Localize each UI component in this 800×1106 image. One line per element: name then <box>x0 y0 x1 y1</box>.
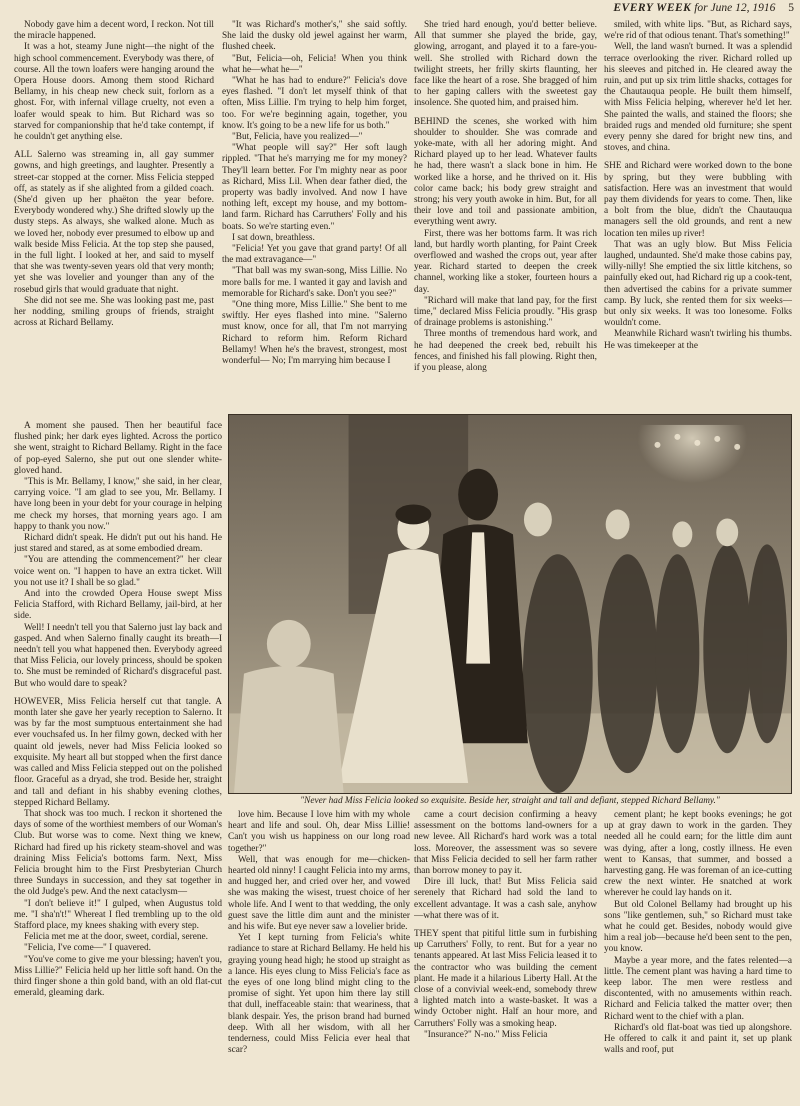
paragraph: A moment she paused. Then her beautiful face flushed pink; her dark eyes lighted. Across the portico she went, straight to Richard Bellamy. Right in the face of pop-eyed Salerno, she put out one slender white-gloved hand. <box>14 421 222 476</box>
paragraph: "Insurance?" N-no." Miss Felicia <box>424 1029 548 1040</box>
paragraph: "I don't believe it!" I gulped, when Augustus told me. "I sha'n't!" Whereat I fled trembling up to the old Stafford place, my knees shaking with every step. <box>14 898 222 931</box>
paragraph: "You are attending the commencement?" her clear voice went on. "I happen to have an extra ticket. Will you not use it? I shall be so glad." <box>14 555 222 588</box>
paragraph: "One thing more, Miss Lillie." She bent to me swiftly. Her eyes flashed into mine. "Salerno must know, once for all, that I'm not marrying Richard to reform him. Reform Richard Bellamy! When he's the bravest, strongest, most wonderful— No; I'm marrying him because I <box>222 300 407 367</box>
paragraph: love him. Because I love him with my whole heart and life and soul. Oh, dear Miss Lillie! Can't you wish us happiness on our long road together?" <box>228 810 410 854</box>
ballroom-illustration-icon <box>228 414 792 794</box>
paragraph: Yet I kept turning from Felicia's white radiance to stare at Richard Bellamy. He held his graying young head high; he stood up straight as a lance. His eyes clung to Miss Felicia's face as the eyes of one long blind might cling to the promise of sight. Yet upon him there lay still that dull, ineffaceable stain: that weariness, that blank despair. Yes, the prison brand had burned deep. With all her wisdom, with all her tenderness, could Miss Felicia ever heal that scar? <box>228 933 410 1056</box>
column-4-top <box>604 20 792 420</box>
column-1-bottom <box>14 421 222 1101</box>
paragraph: Well, the land wasn't burned. It was a splendid terrace overlooking the river. Richard rolled up his sleeves and pitched in. He cleared away the ruin, and put up six trim little shacks, cottages for the Chautauqua people. He built them himself, with Miss Felicia helping, wherever he'd let her. She painted the walls, and stained the floors; she braided rugs and mended old furniture; she spent every penny she dared for bright new tins, and stoves, and china. <box>604 42 792 154</box>
paragraph: Maybe a year more, and the fates relented—a little. The cement plant was having a hard time to keep labor. The men were restless and discontented, with no amusements within reach. Richard and Felicia talked the matter over; then Richard went to the chief with a plan. <box>604 955 792 1022</box>
issue-date: for June 12, 1916 <box>694 2 776 14</box>
paragraph: First, there was her bottoms farm. It was rich land, but hardly worth planting, for Paint Creek overflowed and washed the crops out, year after year. Richard started to deepen the creek channel, working like a stoker, fourteen hours a day. <box>414 228 597 295</box>
paragraph: But old Colonel Bellamy had brought up his sons "like gentlemen, suh," so Richard must take what he could get. Besides, nobody would give him a real job—because he'd been sent to the pen, you know. <box>604 899 792 955</box>
column-2-top <box>222 20 407 420</box>
column-1-top <box>14 20 214 420</box>
column-2-bottom <box>228 810 410 1101</box>
paragraph: Dire ill luck, that! But Miss Felicia said serenely that Richard had sold the land to excellent advantage. It was a cash sale, anyhow—what there was of it. <box>414 877 597 921</box>
paragraph: And into the crowded Opera House swept Miss Felicia Stafford, with Richard Bellamy, jail-bird, at her side. <box>14 589 222 622</box>
paragraph: She tried hard enough, you'd better believe. All that summer she played the bride, gay, glowing, arrogant, and played it to a fare-you-well. She strolled with Richard down the twilight streets, her frilly skirts flaunting, her face like the heart of a rose. She bragged of him to her gaping callers with the sweetest gay insolence. She quoted him, and praised him. <box>414 20 597 109</box>
column-3-top <box>414 20 597 420</box>
paragraph: BEHIND the scenes, she worked with him shoulder to shoulder. She was comrade and yoke-mate, with all her adoring might. And Richard played up to her lead. Whatever faults he had, there wasn't a slack bone in him. He worked like a horse, and he thrived on it. His color came back; his body grew straight and strong; his very youth awoke in him. But, for all their love and toil and passionate ambition, everything went awry. <box>414 116 597 228</box>
paragraph: That was an ugly blow. But Miss Felicia laughed, undaunted. She'd make those cabins pay, willy-nilly! She emptied the six little kitchens, so painfully eked out, had Richard rig up a cook-tent, then advertised the cabins for a private summer camp. By luck, she rented them for six weeks—but only six weeks. It was too lonesome. Folks wouldn't come. <box>604 239 792 329</box>
paragraph: "What he has had to endure?" Felicia's dove eyes flashed. "I don't let myself think of that often, Miss Lillie. I'm trying to help him forget, too. For we're beginning again, together, you know. It's going to be a new life for us both." <box>222 76 407 131</box>
paragraph: Richard's old flat-boat was tied up alongshore. He offered to calk it and paint it, set up plank walls and roof, put <box>604 1022 792 1056</box>
paragraph: Well, that was enough for me—chicken-hearted old ninny! I caught Felicia into my arms, and hugged her, and cried over her, and vowed she was making the wisest, truest choice of her whole life. And I went to that wedding, the only guest save the little dim aunt and the minister and his wife. But eye never saw a lovelier bride. <box>228 854 410 933</box>
paragraph: "This is Mr. Bellamy, I know," she said, in her clear, carrying voice. "I am glad to see you, Mr. Bellamy. I have long been in your debt for your courage in helping me check my horses, that morning years ago. I am happy to thank you now." <box>14 477 222 532</box>
paragraph: "Felicia, I've come—" I quavered. <box>24 943 151 954</box>
paragraph: HOWEVER, Miss Felicia herself cut that tangle. A month later she gave her yearly reception to Salerno. It was by far the most sumptuous entertainment she had ever vouchsafed us. In her filmy gown, decked with her quaint old jewels, never had Miss Felicia looked so exquisite. My heart all but stopped when the first dance was called and Miss Felicia stepped out on the polished floor. Graceful as a dryad, she trod. Beside her, straight and tall and defiant in his shabby evening clothes, stepped Richard Bellamy. <box>14 696 222 808</box>
magazine-name: EVERY WEEK <box>613 2 692 14</box>
paragraph: "Felicia! Yet you gave that grand party! Of all the mad extravagance—" <box>222 244 407 266</box>
paragraph: That shock was too much. I reckon it shortened the days of some of the worthiest members of our Woman's Club. But worse was to come. Next thing we knew, Richard had fired up his rickety steam-shovel and was draining Miss Felicia's bottoms farm. Next, Miss Felicia brought him to the First Presbyterian Church three Sundays in succession, and they sat together in the old Judge's pew. And the next cataclysm— <box>14 808 222 898</box>
paragraph: Three months of tremendous hard work, and he had deepened the creek bed, rebuilt his fences, and finished his fall plowing. Right then, if you please, along <box>414 329 597 374</box>
paragraph: Meanwhile Richard wasn't twirling his thumbs. He was timekeeper at the <box>604 329 792 351</box>
paragraph: cement plant; he kept books evenings; he got up at gray dawn to work in the garden. They needed all he could earn; for the little dim aunt was dying, after a long, costly illness. He even went to Kansas, that summer, and bossed a harvesting gang. He was foreman of an ice-cutting crew the next winter. He snatched at work wherever he could lay hands on it. <box>604 810 792 899</box>
paragraph: I sat down, breathless. <box>232 232 315 243</box>
paragraph: SHE and Richard were worked down to the bone by spring, but they were bubbling with satisfaction. Here was an investment that would pay them dividends for years to come. Then, like a bolt from the blue, didn't the Chautauqua managers sell the old grounds, and rent a new location ten miles up river! <box>604 161 792 239</box>
paragraph: Nobody gave him a decent word, I reckon. Not till the miracle happened. <box>14 20 214 42</box>
paragraph: "It was Richard's mother's," she said softly. She laid the dusky old jewel against her warm, flushed cheek. <box>222 20 407 53</box>
column-3-bottom <box>414 810 597 1101</box>
paragraph: "What people will say?" Her soft laugh rippled. "That he's marrying me for my money? They'll learn better. For I'm mighty near as poor as Richard, Miss Lil. When dear father died, the property was badly involved. And now I have nothing left, except my house, and my bottom-land farm. Richard has Carruthers' Folly and his boats. So we're starting even." <box>222 143 407 232</box>
paragraph: "That ball was my swan-song, Miss Lillie. No more balls for me. I wanted it gay and lavish and memorable for Richard's sake. Don't you see?" <box>222 266 407 299</box>
paragraph: Richard didn't speak. He didn't put out his hand. He just stared and stared, as at some embodied dream. <box>14 533 222 555</box>
paragraph: "Richard will make that land pay, for the first time," declared Miss Felicia proudly. "His grasp of drainage problems is astonishing." <box>414 295 597 329</box>
page-header <box>560 2 794 18</box>
column-4-bottom <box>604 810 792 1101</box>
paragraph: Felicia met me at the door, sweet, cordial, serene. <box>24 932 208 943</box>
paragraph: She did not see me. She was looking past me, past her nodding, smiling groups of friends, straight across at Richard Bellamy. <box>14 295 214 329</box>
paragraph: Well! I needn't tell you that Salerno just lay back and gasped. And when Salerno finally caught its breath—I needn't tell you what happened then. Everybody agreed that Miss Felicia, our lovely princess, should be spoken to. She must be reminded of Richard's disgraceful past. But who would dare to speak? <box>14 622 222 689</box>
paragraph: came a court decision confirming a heavy assessment on the bottoms land-owners for a new levee. All Richard's hard work was a total loss. Moreover, the assessment was so severe that Miss Felicia decided to sell her farm rather than borrow money to pay it. <box>414 810 597 877</box>
illustration-caption: "Never had Miss Felicia looked so exquisite. Beside her, straight and tall and defiant, stepped Richard Bellamy." <box>300 796 720 806</box>
paragraph: smiled, with white lips. "But, as Richard says, we're rid of that odious tenant. That's something!" <box>604 20 792 42</box>
paragraph: "But, Felicia—oh, Felicia! When you think what he—what he—" <box>222 53 407 75</box>
paragraph: "But, Felicia, have you realized—" <box>232 132 363 143</box>
paragraph: ALL Salerno was streaming in, all gay summer gowns, and high greetings, and laughter. Presently a street-car stopped at the corner. Miss Felicia stepped off, as stately as if she alighted from a gilded coach. (She'd given up her phaëton the year before. Everybody wondered why.) She drifted slowly up the dusty steps. As always, she walked alone. Much as we loved her, nobody ever presumed to elbow up and walk beside Miss Felicia. At the top step she paused, in the full light. I looked at her, and said to myself that she was twenty-seven years old that very month; yet she was lovelier and younger than any of the rosebud girls that would graduate that night. <box>14 150 214 295</box>
paragraph: "You've come to give me your blessing; haven't you, Miss Lillie?" Felicia held up her little soft hand. On the third finger shone a thin gold band, with an old flat-cut emerald, gleaming dark. <box>14 954 222 999</box>
page-number: 5 <box>788 2 794 14</box>
paragraph: It was a hot, steamy June night—the night of the high school commencement. Everybody was there, of course. All the town loafers were hanging around the Opera House doors. Among them stood Richard Bellamy, in his cheap new check suit, forlorn as a ghost. For, with infernal village cruelty, not even a loafer would speak to him. But Richard was so starved for companionship that he'd take contempt, if he couldn't get anything else. <box>14 42 214 143</box>
paragraph: THEY spent that pitiful little sum in furbishing up Carruthers' Folly, to rent. But for a year no tenants appeared. At last Miss Felicia leased it to the contractor who was building the cement plant. He made it a hilarious Liberty Hall. At the close of a convivial week-end, somebody threw a lighted match into a waste-basket. It was a windy October night. Half an hour more, and Carruthers' Folly was a smoking heap. <box>414 929 597 1029</box>
